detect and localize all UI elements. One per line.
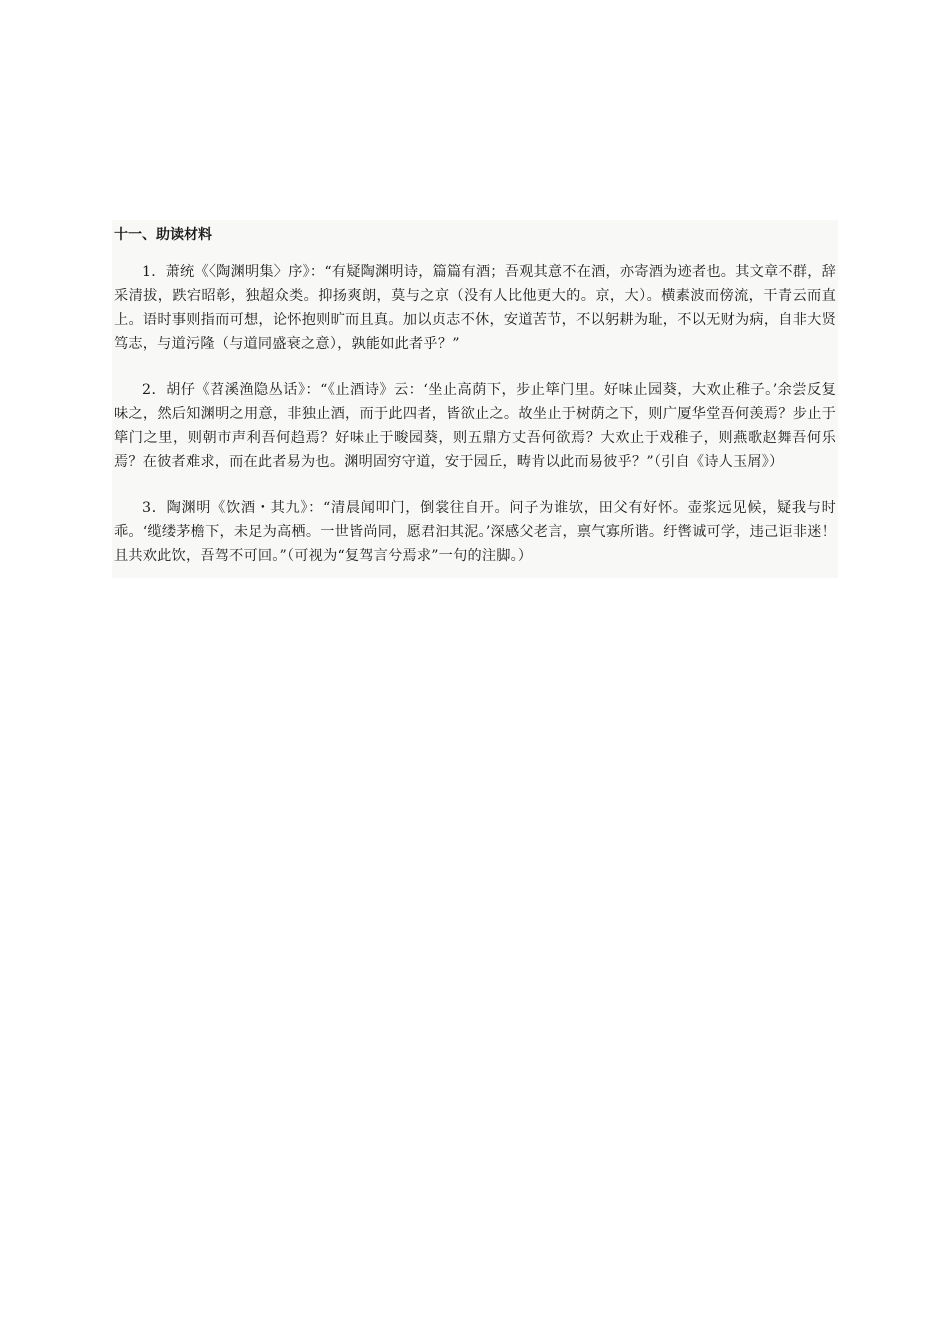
- section-heading: 十一、助读材料: [114, 227, 212, 243]
- reading-material-section: [112, 220, 838, 578]
- reading-paragraph-3: 3．陶渊明《饮酒・其九》：“清晨闻叩门，倒裳往自开。问子为谁欤，田父有好怀。壶浆远见候，疑我与时乖。‘缆缕茅檐下，未足为高栖。一世皆尚同，愿君汩其泥。’深感父老言，禀气寡所谐。纡辔诚可学，违己讵非迷！且共欢此饮，吾驾不可回。”（可视为“复驾言兮焉求”一句的注脚。）: [114, 500, 836, 564]
- reading-paragraph-1: 1．萧统《〈陶渊明集〉序》：“有疑陶渊明诗，篇篇有酒；吾观其意不在酒，亦寄酒为迹者也。其文章不群，辞采清拔，跌宕昭彰，独超众类。抑扬爽朗，莫与之京（没有人比他更大的。京，大）。横素波而傍流，干青云而直上。语时事则指而可想，论怀抱则旷而且真。加以贞志不休，安道苦节，不以躬耕为耻，不以无财为病，自非大贤笃志，与道污隆（与道同盛衰之意），孰能如此者乎？”: [114, 264, 836, 352]
- reading-paragraph-2: 2．胡仔《苕溪渔隐丛话》：“《止酒诗》云：‘坐止高荫下，步止筚门里。好味止园葵，大欢止稚子。’余尝反复味之，然后知渊明之用意，非独止酒，而于此四者，皆欲止之。故坐止于树荫之下，则广厦华堂吾何羡焉？步止于筚门之里，则朝市声利吾何趋焉？好味止于畯园葵，则五鼎方丈吾何欲焉？大欢止于戏稚子，则燕歌赵舞吾何乐焉？在彼者难求，而在此者易为也。渊明固穷守道，安于园丘，畴肯以此而易彼乎？”（引自《诗人玉屑》）: [114, 382, 836, 470]
